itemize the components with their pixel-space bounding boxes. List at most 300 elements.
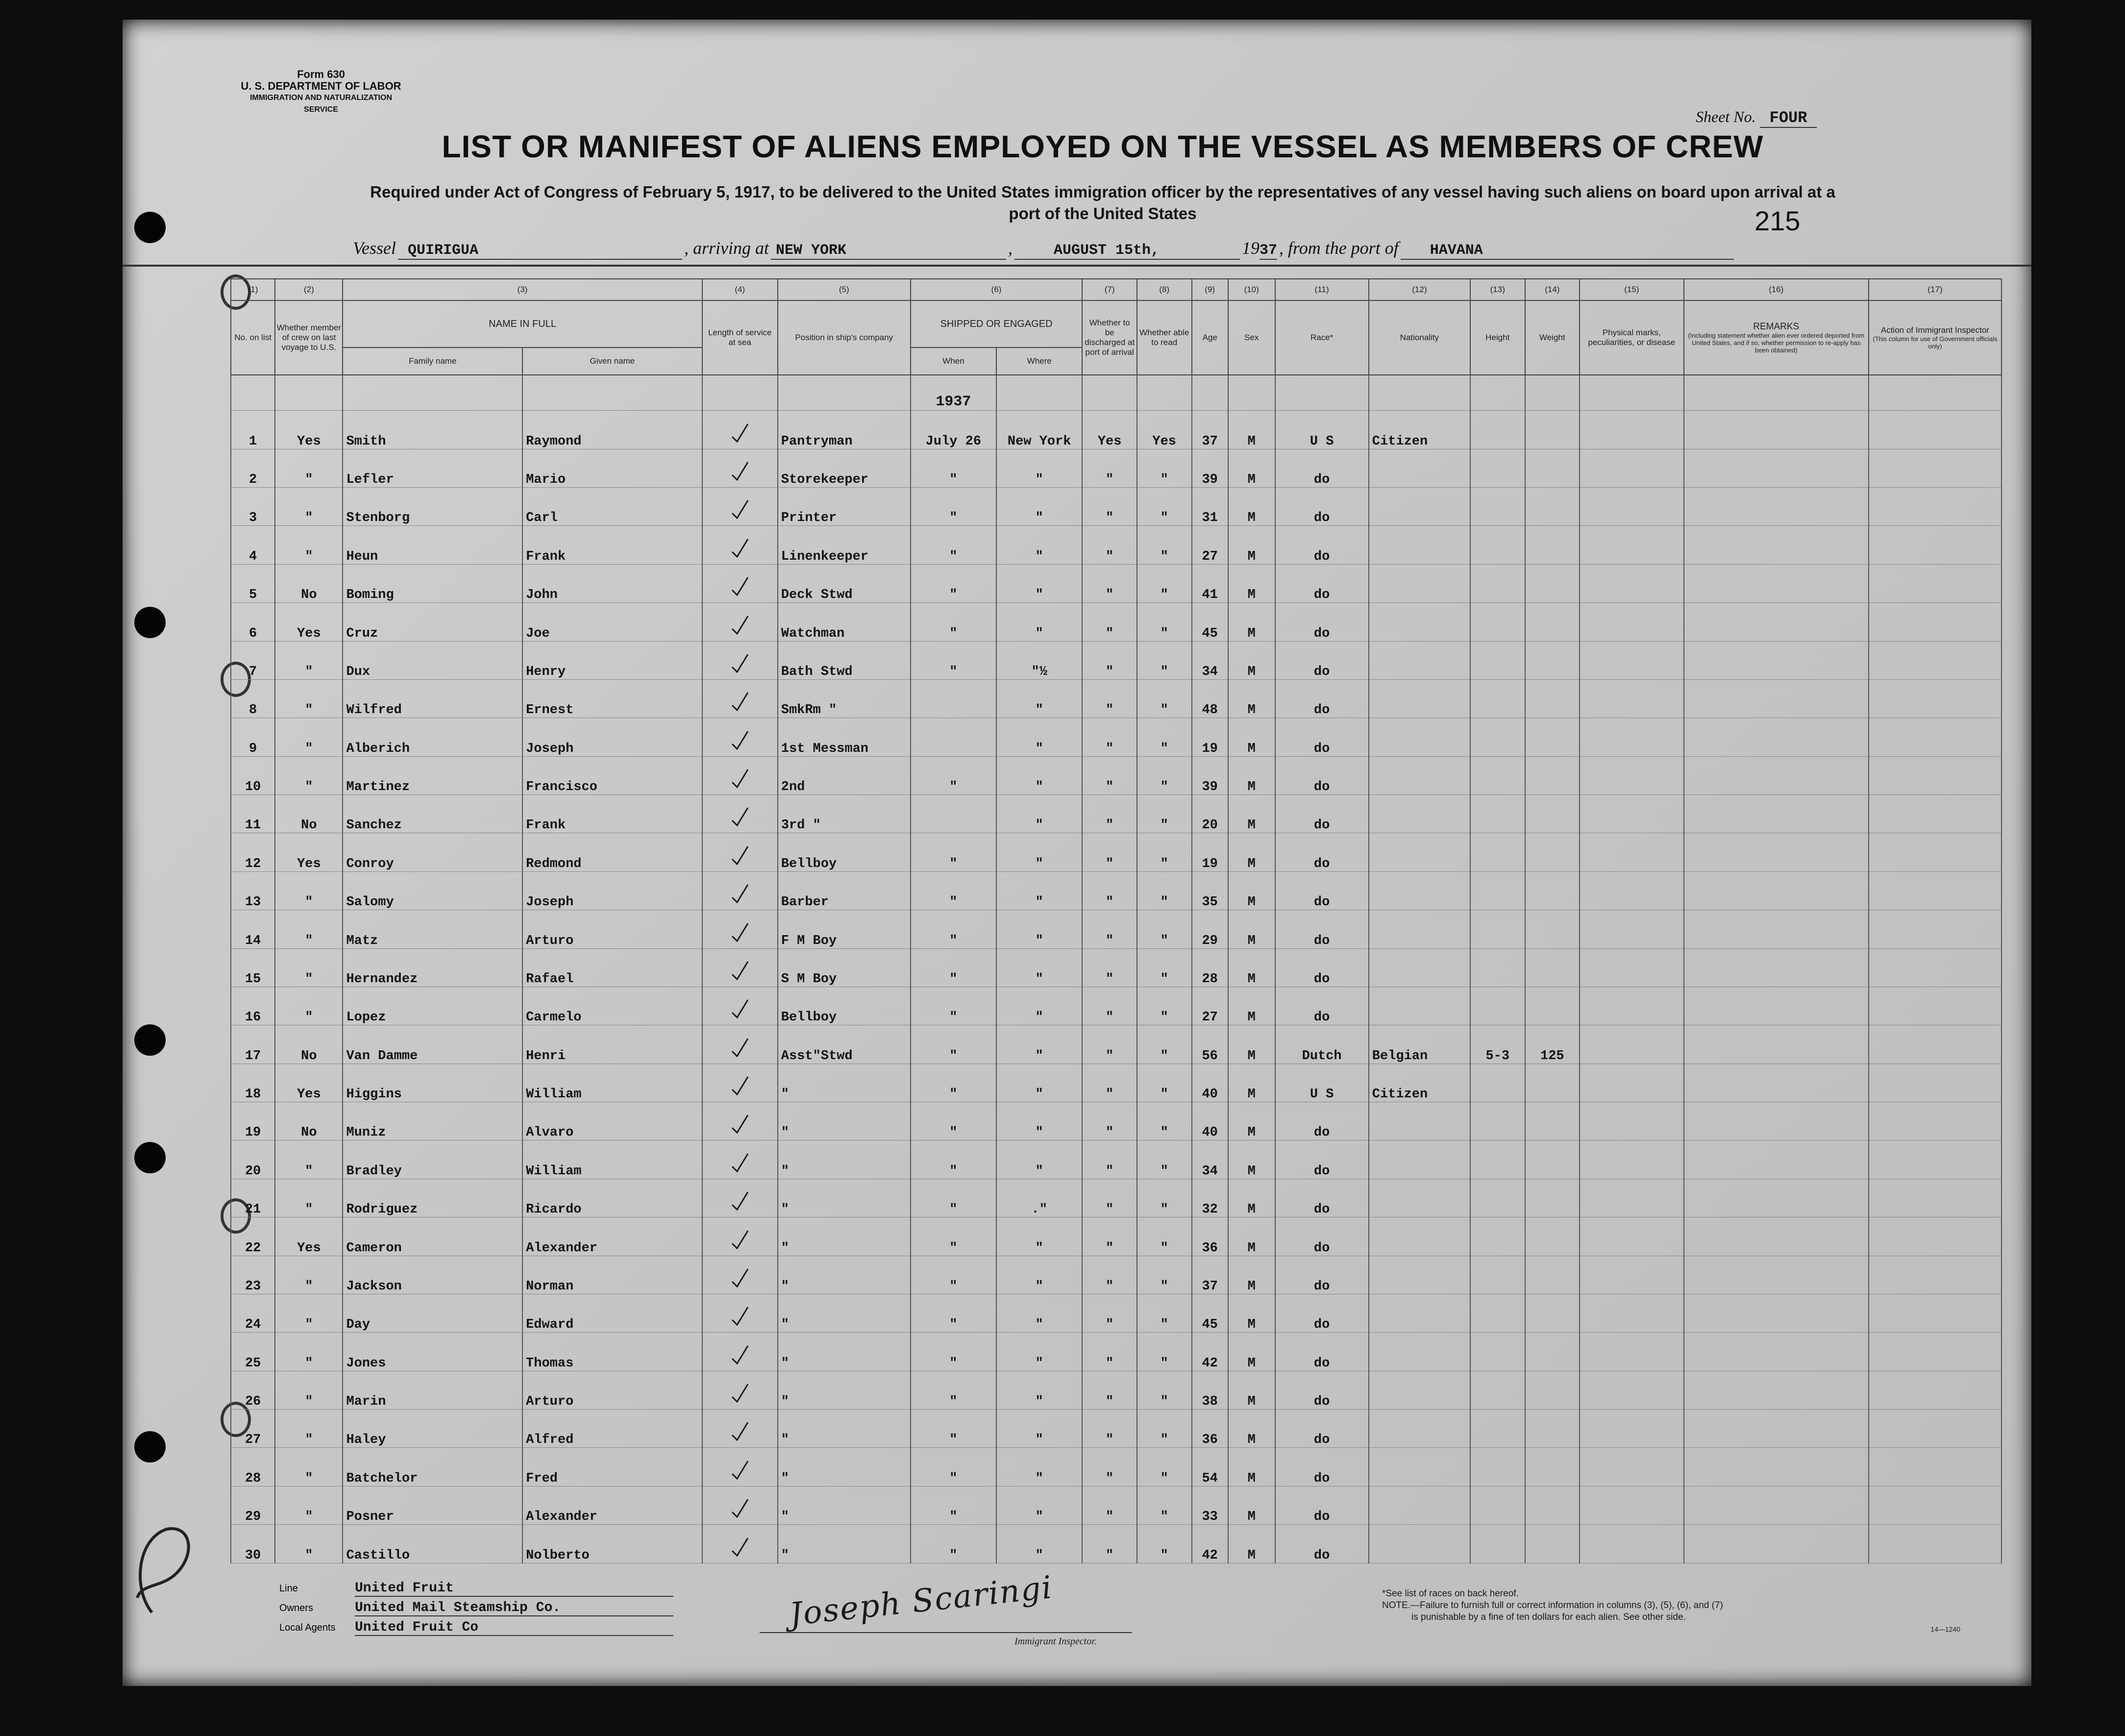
race: do: [1275, 679, 1369, 718]
physical-marks: [1580, 679, 1684, 718]
shipped-when: ": [911, 1025, 996, 1064]
shipped-when: [911, 718, 996, 756]
given-name: John: [522, 564, 702, 602]
remarks: [1684, 833, 1869, 871]
nationality: [1369, 795, 1470, 833]
weight: [1525, 1217, 1580, 1256]
discharged-flag: ": [1082, 1179, 1137, 1217]
remarks: [1684, 1486, 1869, 1524]
length-of-service: [702, 641, 778, 679]
family-name: Haley: [343, 1410, 522, 1448]
family-name: Sanchez: [343, 795, 522, 833]
physical-marks: [1580, 1256, 1684, 1294]
remarks: [1684, 641, 1869, 679]
col-num: (14): [1525, 279, 1580, 300]
nationality: [1369, 526, 1470, 564]
age: 35: [1192, 871, 1228, 910]
age: 48: [1192, 679, 1228, 718]
height: 5-3: [1470, 1025, 1525, 1064]
sex: M: [1228, 526, 1275, 564]
action-note: (This column for use of Government officials only): [1873, 335, 1998, 350]
col-header-length: Length of service at sea: [702, 300, 778, 375]
note-fine-1: NOTE.—Failure to furnish full or correct information in columns (3), (5), (6), and (7): [1382, 1600, 1723, 1611]
race: do: [1275, 756, 1369, 794]
member-last-voyage: Yes: [275, 1064, 343, 1102]
inspector-action: [1869, 1333, 2001, 1371]
length-of-service: [702, 1217, 778, 1256]
member-last-voyage: ": [275, 756, 343, 794]
shipped-when: ": [911, 1294, 996, 1332]
member-last-voyage: ": [275, 1371, 343, 1409]
shipped-where: ": [996, 488, 1082, 526]
position: Barber: [778, 871, 911, 910]
punch-hole: [134, 607, 166, 638]
inspector-action: [1869, 948, 2001, 987]
form-code: 14—1240: [1930, 1625, 1960, 1633]
given-name: William: [522, 1141, 702, 1179]
manifest-rows: [231, 375, 2001, 1563]
remarks: [1684, 718, 1869, 756]
shipped-where: ": [996, 833, 1082, 871]
inspector-signature: Joseph Scaringi: [788, 1569, 1055, 1633]
position: ": [778, 1486, 911, 1524]
row-number: 28: [231, 1448, 275, 1486]
row-number: 17: [231, 1025, 275, 1064]
able-to-read: ": [1137, 449, 1192, 487]
given-name: Norman: [522, 1256, 702, 1294]
sex: M: [1228, 1064, 1275, 1102]
shipped-when: ": [911, 1256, 996, 1294]
physical-marks: [1580, 411, 1684, 449]
given-name: William: [522, 1064, 702, 1102]
age: 42: [1192, 1525, 1228, 1563]
service-name: IMMIGRATION AND NATURALIZATION SERVICE: [249, 94, 393, 114]
race: do: [1275, 1102, 1369, 1141]
position: 2nd: [778, 756, 911, 794]
remarks: [1684, 1179, 1869, 1217]
nationality: [1369, 449, 1470, 487]
row-number: 23: [231, 1256, 275, 1294]
col-header-age: Age: [1192, 300, 1228, 375]
shipped-when: ": [911, 1525, 996, 1563]
remarks: [1684, 1371, 1869, 1409]
shipped-where: ": [996, 1025, 1082, 1064]
table-row: [231, 1448, 2001, 1486]
remarks: [1684, 1448, 1869, 1486]
sheet-label: Sheet No.: [1696, 108, 1756, 125]
position: ": [778, 1217, 911, 1256]
form-number: Form 630: [297, 68, 345, 80]
comma-separator: ,: [1008, 238, 1013, 258]
remarks: [1684, 603, 1869, 641]
position: ": [778, 1102, 911, 1141]
col-num: (7): [1082, 279, 1137, 300]
length-of-service: [702, 1525, 778, 1563]
age: 27: [1192, 987, 1228, 1025]
remarks: [1684, 1025, 1869, 1064]
family-name: Dux: [343, 641, 522, 679]
weight: [1525, 910, 1580, 948]
nationality: [1369, 1294, 1470, 1332]
check-mark-icon: [730, 1305, 750, 1328]
shipped-where: ": [996, 1102, 1082, 1141]
shipped-when: ": [911, 1179, 996, 1217]
row-number: 21: [231, 1179, 275, 1217]
table-row: [231, 679, 2001, 718]
col-num: (16): [1684, 279, 1869, 300]
row-number: 7: [231, 641, 275, 679]
punch-hole: [134, 1431, 166, 1463]
length-of-service: [702, 718, 778, 756]
age: 37: [1192, 1256, 1228, 1294]
check-mark-icon: [730, 883, 750, 905]
inspector-action: [1869, 1410, 2001, 1448]
position: ": [778, 1179, 911, 1217]
check-mark-icon: [730, 1497, 750, 1520]
row-number: 30: [231, 1525, 275, 1563]
shipped-when: ": [911, 1102, 996, 1141]
nationality: Citizen: [1369, 1064, 1470, 1102]
length-of-service: [702, 1410, 778, 1448]
shipped-where: ": [996, 1256, 1082, 1294]
race: do: [1275, 603, 1369, 641]
shipped-where: ": [996, 526, 1082, 564]
row-number: 26: [231, 1371, 275, 1409]
member-last-voyage: ": [275, 1486, 343, 1524]
inspector-action: [1869, 488, 2001, 526]
age: 42: [1192, 1333, 1228, 1371]
height: [1470, 1256, 1525, 1294]
shipped-when: ": [911, 564, 996, 602]
sex: M: [1228, 1371, 1275, 1409]
sex: M: [1228, 910, 1275, 948]
discharged-flag: ": [1082, 1064, 1137, 1102]
able-to-read: ": [1137, 641, 1192, 679]
position: Deck Stwd: [778, 564, 911, 602]
given-name: Alvaro: [522, 1102, 702, 1141]
position: F M Boy: [778, 910, 911, 948]
shipped-where: .": [996, 1179, 1082, 1217]
col-header-no: No. on list: [231, 300, 275, 375]
sex: M: [1228, 871, 1275, 910]
physical-marks: [1580, 1064, 1684, 1102]
nationality: [1369, 1371, 1470, 1409]
table-row: [231, 526, 2001, 564]
position: ": [778, 1064, 911, 1102]
position: ": [778, 1448, 911, 1486]
inspector-action: [1869, 756, 2001, 794]
table-row: [231, 1064, 2001, 1102]
check-mark-icon: [730, 1420, 750, 1443]
weight: [1525, 1141, 1580, 1179]
sex: M: [1228, 833, 1275, 871]
row-number: 14: [231, 910, 275, 948]
sex: M: [1228, 488, 1275, 526]
col-num: (1): [231, 279, 275, 300]
height: [1470, 1102, 1525, 1141]
col-num: (17): [1869, 279, 2001, 300]
sex: M: [1228, 718, 1275, 756]
discharged-flag: ": [1082, 1486, 1137, 1524]
weight: [1525, 603, 1580, 641]
nationality: [1369, 1525, 1470, 1563]
member-last-voyage: ": [275, 488, 343, 526]
height: [1470, 488, 1525, 526]
physical-marks: [1580, 833, 1684, 871]
shipped-where: ": [996, 1448, 1082, 1486]
department-name: U. S. DEPARTMENT OF LABOR: [241, 80, 401, 92]
inspector-action: [1869, 1256, 2001, 1294]
physical-marks: [1580, 1448, 1684, 1486]
physical-marks: [1580, 1410, 1684, 1448]
position: ": [778, 1294, 911, 1332]
signature-rule: [760, 1632, 1132, 1633]
weight: [1525, 1525, 1580, 1563]
nationality: [1369, 603, 1470, 641]
race: do: [1275, 1179, 1369, 1217]
discharged-flag: ": [1082, 488, 1137, 526]
col-header-position: Position in ship's company: [778, 300, 911, 375]
agents-label: Local Agents: [279, 1622, 336, 1633]
page-title: LIST OR MANIFEST OF ALIENS EMPLOYED ON THE VESSEL AS MEMBERS OF CREW: [442, 129, 1764, 164]
col-header-where: Where: [996, 347, 1082, 375]
given-name: Ernest: [522, 679, 702, 718]
discharged-flag: ": [1082, 795, 1137, 833]
length-of-service: [702, 1333, 778, 1371]
col-header-given: Given name: [522, 347, 702, 375]
row-number: 1: [231, 411, 275, 449]
row-number: 22: [231, 1217, 275, 1256]
race: do: [1275, 871, 1369, 910]
length-of-service: [702, 1179, 778, 1217]
physical-marks: [1580, 526, 1684, 564]
col-header-height: Height: [1470, 300, 1525, 375]
inspector-action: [1869, 1102, 2001, 1141]
weight: [1525, 1294, 1580, 1332]
length-of-service: [702, 526, 778, 564]
manifest-sheet: [123, 20, 2031, 1686]
remarks: [1684, 871, 1869, 910]
shipped-where: ": [996, 1333, 1082, 1371]
given-name: Alfred: [522, 1410, 702, 1448]
row-number: 27: [231, 1410, 275, 1448]
table-row: [231, 718, 2001, 756]
member-last-voyage: ": [275, 1333, 343, 1371]
weight: [1525, 795, 1580, 833]
discharged-flag: ": [1082, 718, 1137, 756]
row-number: 9: [231, 718, 275, 756]
physical-marks: [1580, 910, 1684, 948]
age: 45: [1192, 1294, 1228, 1332]
from-port: HAVANA: [1401, 242, 1734, 260]
weight: [1525, 718, 1580, 756]
given-name: Carmelo: [522, 987, 702, 1025]
able-to-read: ": [1137, 1256, 1192, 1294]
given-name: Mario: [522, 449, 702, 487]
shipped-when: ": [911, 948, 996, 987]
position: ": [778, 1371, 911, 1409]
age: 40: [1192, 1102, 1228, 1141]
inspector-action: [1869, 641, 2001, 679]
height: [1470, 526, 1525, 564]
shipped-when: ": [911, 488, 996, 526]
length-of-service: [702, 948, 778, 987]
height: [1470, 564, 1525, 602]
age: 36: [1192, 1410, 1228, 1448]
inspector-action: [1869, 1486, 2001, 1524]
shipped-where: ": [996, 718, 1082, 756]
weight: [1525, 1333, 1580, 1371]
age: 32: [1192, 1179, 1228, 1217]
table-row: [231, 449, 2001, 487]
nationality: [1369, 910, 1470, 948]
nationality: [1369, 1102, 1470, 1141]
given-name: Frank: [522, 795, 702, 833]
nationality: Belgian: [1369, 1025, 1470, 1064]
check-mark-icon: [730, 1459, 750, 1482]
table-row: [231, 1333, 2001, 1371]
weight: [1525, 987, 1580, 1025]
family-name: Posner: [343, 1486, 522, 1524]
length-of-service: [702, 411, 778, 449]
height: [1470, 1333, 1525, 1371]
age: 28: [1192, 948, 1228, 987]
sex: M: [1228, 449, 1275, 487]
shipped-where: ": [996, 603, 1082, 641]
physical-marks: [1580, 1179, 1684, 1217]
vessel-label: Vessel: [353, 238, 396, 258]
able-to-read: ": [1137, 564, 1192, 602]
col-num: (6): [911, 279, 1083, 300]
member-last-voyage: Yes: [275, 411, 343, 449]
table-row: [231, 1141, 2001, 1179]
check-mark-icon: [730, 691, 750, 713]
remarks: [1684, 488, 1869, 526]
height: [1470, 449, 1525, 487]
line-value: United Fruit: [355, 1581, 673, 1597]
able-to-read: ": [1137, 603, 1192, 641]
shipped-where: ": [996, 449, 1082, 487]
age: 39: [1192, 449, 1228, 487]
arrival-date: AUGUST 15th,: [1014, 242, 1240, 260]
row-number: 15: [231, 948, 275, 987]
table-row: [231, 948, 2001, 987]
shipped-when: ": [911, 526, 996, 564]
sex: M: [1228, 795, 1275, 833]
height: [1470, 910, 1525, 948]
nationality: [1369, 871, 1470, 910]
discharged-flag: ": [1082, 1025, 1137, 1064]
inspector-action: [1869, 1141, 2001, 1179]
year-suffix: 37: [1260, 242, 1278, 259]
able-to-read: ": [1137, 1371, 1192, 1409]
height: [1470, 948, 1525, 987]
col-header-action: [1869, 300, 2001, 375]
check-mark-icon: [730, 1113, 750, 1136]
nationality: [1369, 756, 1470, 794]
weight: [1525, 564, 1580, 602]
member-last-voyage: ": [275, 1294, 343, 1332]
table-row: [231, 871, 2001, 910]
member-last-voyage: Yes: [275, 833, 343, 871]
physical-marks: [1580, 1333, 1684, 1371]
position: Asst"Stwd: [778, 1025, 911, 1064]
year-prefix: 19: [1242, 238, 1260, 258]
family-name: Rodriguez: [343, 1179, 522, 1217]
col-header-discharged: Whether to be discharged at port of arrival: [1082, 300, 1137, 375]
shipped-when: ": [911, 833, 996, 871]
height: [1470, 756, 1525, 794]
shipped-when: ": [911, 603, 996, 641]
inspector-action: [1869, 449, 2001, 487]
position: Linenkeeper: [778, 526, 911, 564]
able-to-read: ": [1137, 1025, 1192, 1064]
physical-marks: [1580, 795, 1684, 833]
family-name: Matz: [343, 910, 522, 948]
shipped-where: ": [996, 987, 1082, 1025]
remarks: [1684, 910, 1869, 948]
height: [1470, 679, 1525, 718]
weight: [1525, 1179, 1580, 1217]
table-row: [231, 488, 2001, 526]
position: Printer: [778, 488, 911, 526]
weight: [1525, 1410, 1580, 1448]
age: 34: [1192, 641, 1228, 679]
able-to-read: ": [1137, 910, 1192, 948]
family-name: Conroy: [343, 833, 522, 871]
voyage-line: [353, 238, 1970, 262]
subtitle-line-2: port of the United States: [1009, 204, 1197, 223]
table-row: [231, 1486, 2001, 1524]
row-number: 19: [231, 1102, 275, 1141]
remarks: [1684, 411, 1869, 449]
nationality: [1369, 948, 1470, 987]
race: do: [1275, 795, 1369, 833]
family-name: Stenborg: [343, 488, 522, 526]
discharged-flag: ": [1082, 1256, 1137, 1294]
position: ": [778, 1525, 911, 1563]
position: Bellboy: [778, 987, 911, 1025]
remarks: [1684, 756, 1869, 794]
member-last-voyage: ": [275, 449, 343, 487]
given-name: Joseph: [522, 871, 702, 910]
physical-marks: [1580, 1486, 1684, 1524]
discharged-flag: ": [1082, 871, 1137, 910]
table-row: [231, 833, 2001, 871]
able-to-read: ": [1137, 1294, 1192, 1332]
family-name: Day: [343, 1294, 522, 1332]
sheet-value: FOUR: [1760, 109, 1817, 128]
given-name: Alexander: [522, 1217, 702, 1256]
sex: M: [1228, 1525, 1275, 1563]
discharged-flag: ": [1082, 948, 1137, 987]
subtitle: [250, 181, 1955, 224]
member-last-voyage: ": [275, 718, 343, 756]
nationality: [1369, 1217, 1470, 1256]
length-of-service: [702, 871, 778, 910]
col-num: (3): [343, 279, 702, 300]
owners-label: Owners: [279, 1603, 313, 1613]
family-name: Hernandez: [343, 948, 522, 987]
weight: [1525, 756, 1580, 794]
check-mark-icon: [730, 921, 750, 944]
row-number: 2: [231, 449, 275, 487]
check-mark-icon: [730, 1190, 750, 1213]
physical-marks: [1580, 564, 1684, 602]
age: 54: [1192, 1448, 1228, 1486]
shipped-year: 1937: [911, 375, 996, 411]
table-row: [231, 910, 2001, 948]
